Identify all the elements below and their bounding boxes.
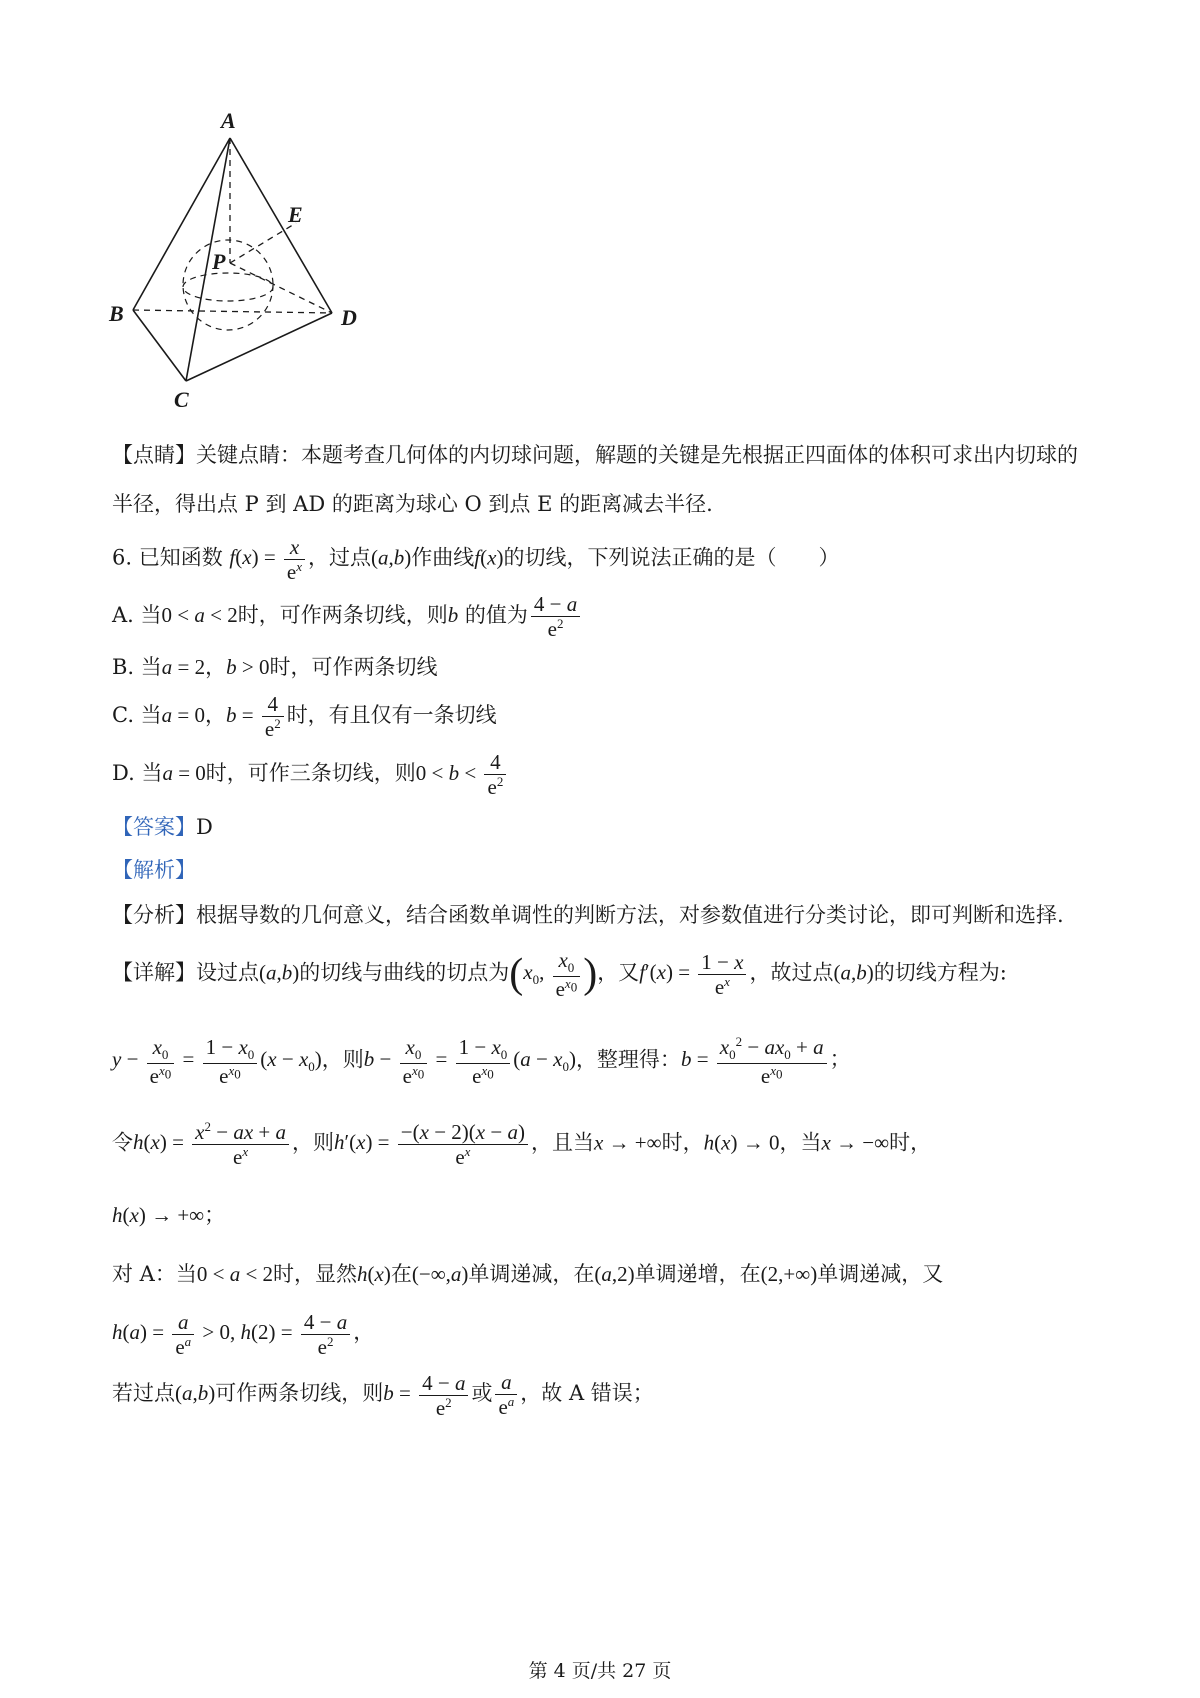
page-footer: 第 4 页/共 27 页: [528, 1660, 672, 1682]
vertex-label-p: P: [212, 249, 226, 274]
analysis-detail-2: y − $\frac{x_0}{e^{x_0}}$ = $\frac{1 - x_0}{e^{x_0}}$ $(x - x_0)$，则b − $\frac{x_0}{e^{x_0}}$ = $\frac{1 - x_0}{e^{x_0}}$ $(a - x_0)$，整理得：b = $\frac{x_0^2 - ax_0 + a}{e^{x_0}}$ ；: [112, 1034, 851, 1089]
answer-tag: 【答案】: [112, 815, 196, 839]
analysis-fenxi: 【分析】根据导数的几何意义，结合函数单调性的判断方法，对参数值进行分类讨论，即可判断和选择.: [112, 903, 1064, 927]
analysis-detail-1: 【详解】设过点(a,b)的切线与曲线的切点为($x_0$, $\frac{x_0}{e^{x_0}}$ )，又f′(x) = $\frac{1 - x}{e^x}$ ，故过点(a,b)的切线方程为:: [112, 948, 1007, 1002]
vertex-label-a: A: [221, 108, 236, 133]
option-a: A. 当0 < a < 2时，可作两条切线，则b 的值为 $\frac{4 - a}{e^2}$: [112, 592, 583, 641]
analysis-tag: 【解析】: [112, 858, 196, 882]
option-b: B. 当a = 2，b > 0时，可作两条切线: [112, 655, 438, 679]
vertex-label-e: E: [288, 202, 303, 227]
analysis-detail-4: h(x) → +∞；: [112, 1203, 226, 1227]
answer-line: [112, 815, 213, 840]
option-d: D. 当a = 0时，可作三条切线，则0 < b < $\frac{4}{e^2}$: [112, 750, 509, 799]
answer-value: D: [196, 815, 213, 839]
analysis-values: h(a) = $\frac{a}{e^a}$ > 0, h(2) = $\frac{4 - a}{e^2}$ ，: [112, 1310, 375, 1360]
vertex-label-b: B: [109, 301, 124, 326]
analysis-conclusion-a: 若过点(a,b)可作两条切线，则b = $\frac{4 - a}{e^2}$ 或 $\frac{a}{e^a}$ ，故 A 错误；: [112, 1370, 654, 1420]
tetrahedron-figure: [100, 95, 420, 455]
analysis-for-a: 对 A：当0 < a < 2时，显然h(x)在(−∞,a)单调递减，在(a,2)单调递增，在(2,+∞)单调递减，又: [112, 1262, 944, 1286]
analysis-detail-3: 令h(x) = $\frac{x^2 - ax + a}{e^x}$ ，则h′(x) = $\frac{-(x - 2)(x - a)}{e^x}$ ，且当x → +∞时，h(x) → 0，当x → −∞时，: [112, 1119, 932, 1170]
keypoint-tag: 【点睛】: [112, 443, 196, 467]
keypoint-line-1: [112, 443, 1078, 468]
question-stem: 6. 已知函数 f(x) = $\frac{x}{e^x}$ ，过点(a,b)作曲线f(x)的切线，下列说法正确的是（ ）: [112, 535, 840, 585]
vertex-label-d: D: [341, 305, 357, 330]
vertex-label-c: C: [174, 387, 189, 412]
keypoint-text-1: 关键点睛：本题考查几何体的内切球问题，解题的关键是先根据正四面体的体积可求出内切球的: [196, 443, 1078, 467]
option-c: C. 当a = 0，b = $\frac{4}{e^2}$ 时，有且仅有一条切线: [112, 692, 497, 742]
keypoint-line-2: 半径，得出点 P 到 AD 的距离为球心 O 到点 E 的距离减去半径.: [112, 492, 713, 516]
